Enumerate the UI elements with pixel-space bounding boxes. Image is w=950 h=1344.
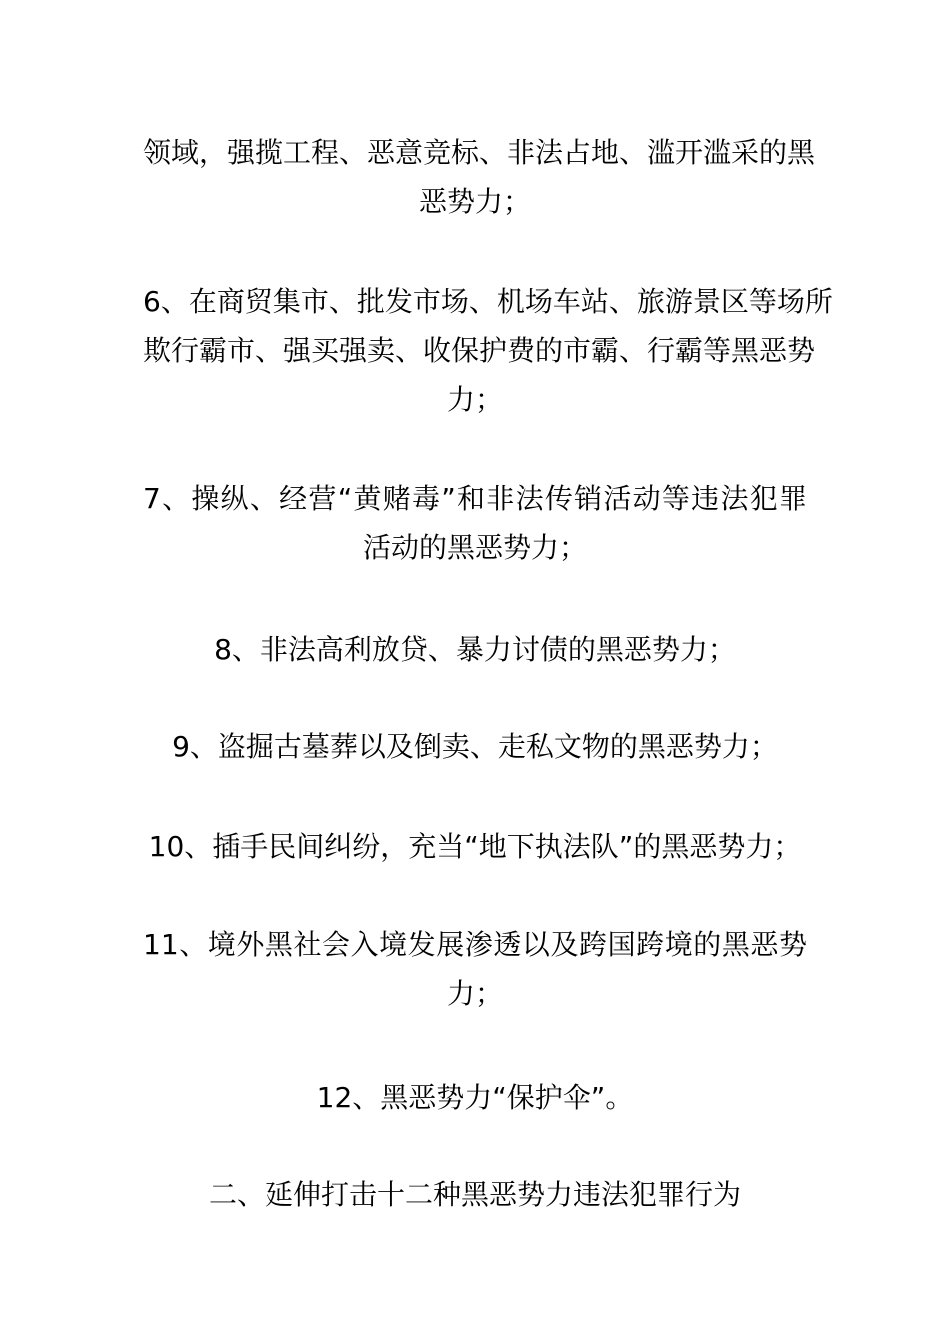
text-line: 9、盗掘古墓葬以及倒卖、走私文物的黑恶势力； — [172, 730, 778, 763]
paragraph-item-5-continuation — [143, 128, 816, 226]
paragraph-item-11 — [143, 920, 807, 1018]
paragraph-item-7 — [143, 474, 807, 572]
section-heading — [143, 1170, 807, 1219]
text-line: 恶势力； — [418, 185, 531, 218]
text-line: 11、境外黑社会入境发展渗透以及跨国跨境的黑恶势 — [143, 928, 807, 961]
text-line: 10、插手民间纠纷，充当“地下执法队”的黑恶势力； — [148, 830, 802, 863]
paragraph-item-6 — [143, 277, 833, 424]
text-line: 活动的黑恶势力； — [362, 531, 587, 564]
paragraph-item-10 — [143, 822, 807, 871]
text-line: 力； — [446, 977, 503, 1010]
text-line: 二、延伸打击十二种黑恶势力违法犯罪行为 — [208, 1178, 741, 1211]
text-line: 12、黑恶势力“保护伞”。 — [316, 1081, 634, 1114]
paragraph-item-9 — [143, 722, 807, 771]
text-line: 8、非法高利放贷、暴力讨债的黑恶势力； — [214, 633, 736, 666]
text-line: 领域，强揽工程、恶意竞标、非法占地、滥开滥采的黑 — [143, 136, 816, 169]
paragraph-item-12 — [143, 1073, 807, 1122]
text-line: 欺行霸市、强买强卖、收保护费的市霸、行霸等黑恶势 — [143, 334, 816, 367]
text-line: 6、在商贸集市、批发市场、机场车站、旅游景区等场所 — [143, 285, 833, 318]
text-line: 力； — [446, 383, 503, 416]
paragraph-item-8 — [143, 625, 807, 674]
text-line: 7、操纵、经营“黄赌毒”和非法传销活动等违法犯罪 — [143, 482, 807, 515]
